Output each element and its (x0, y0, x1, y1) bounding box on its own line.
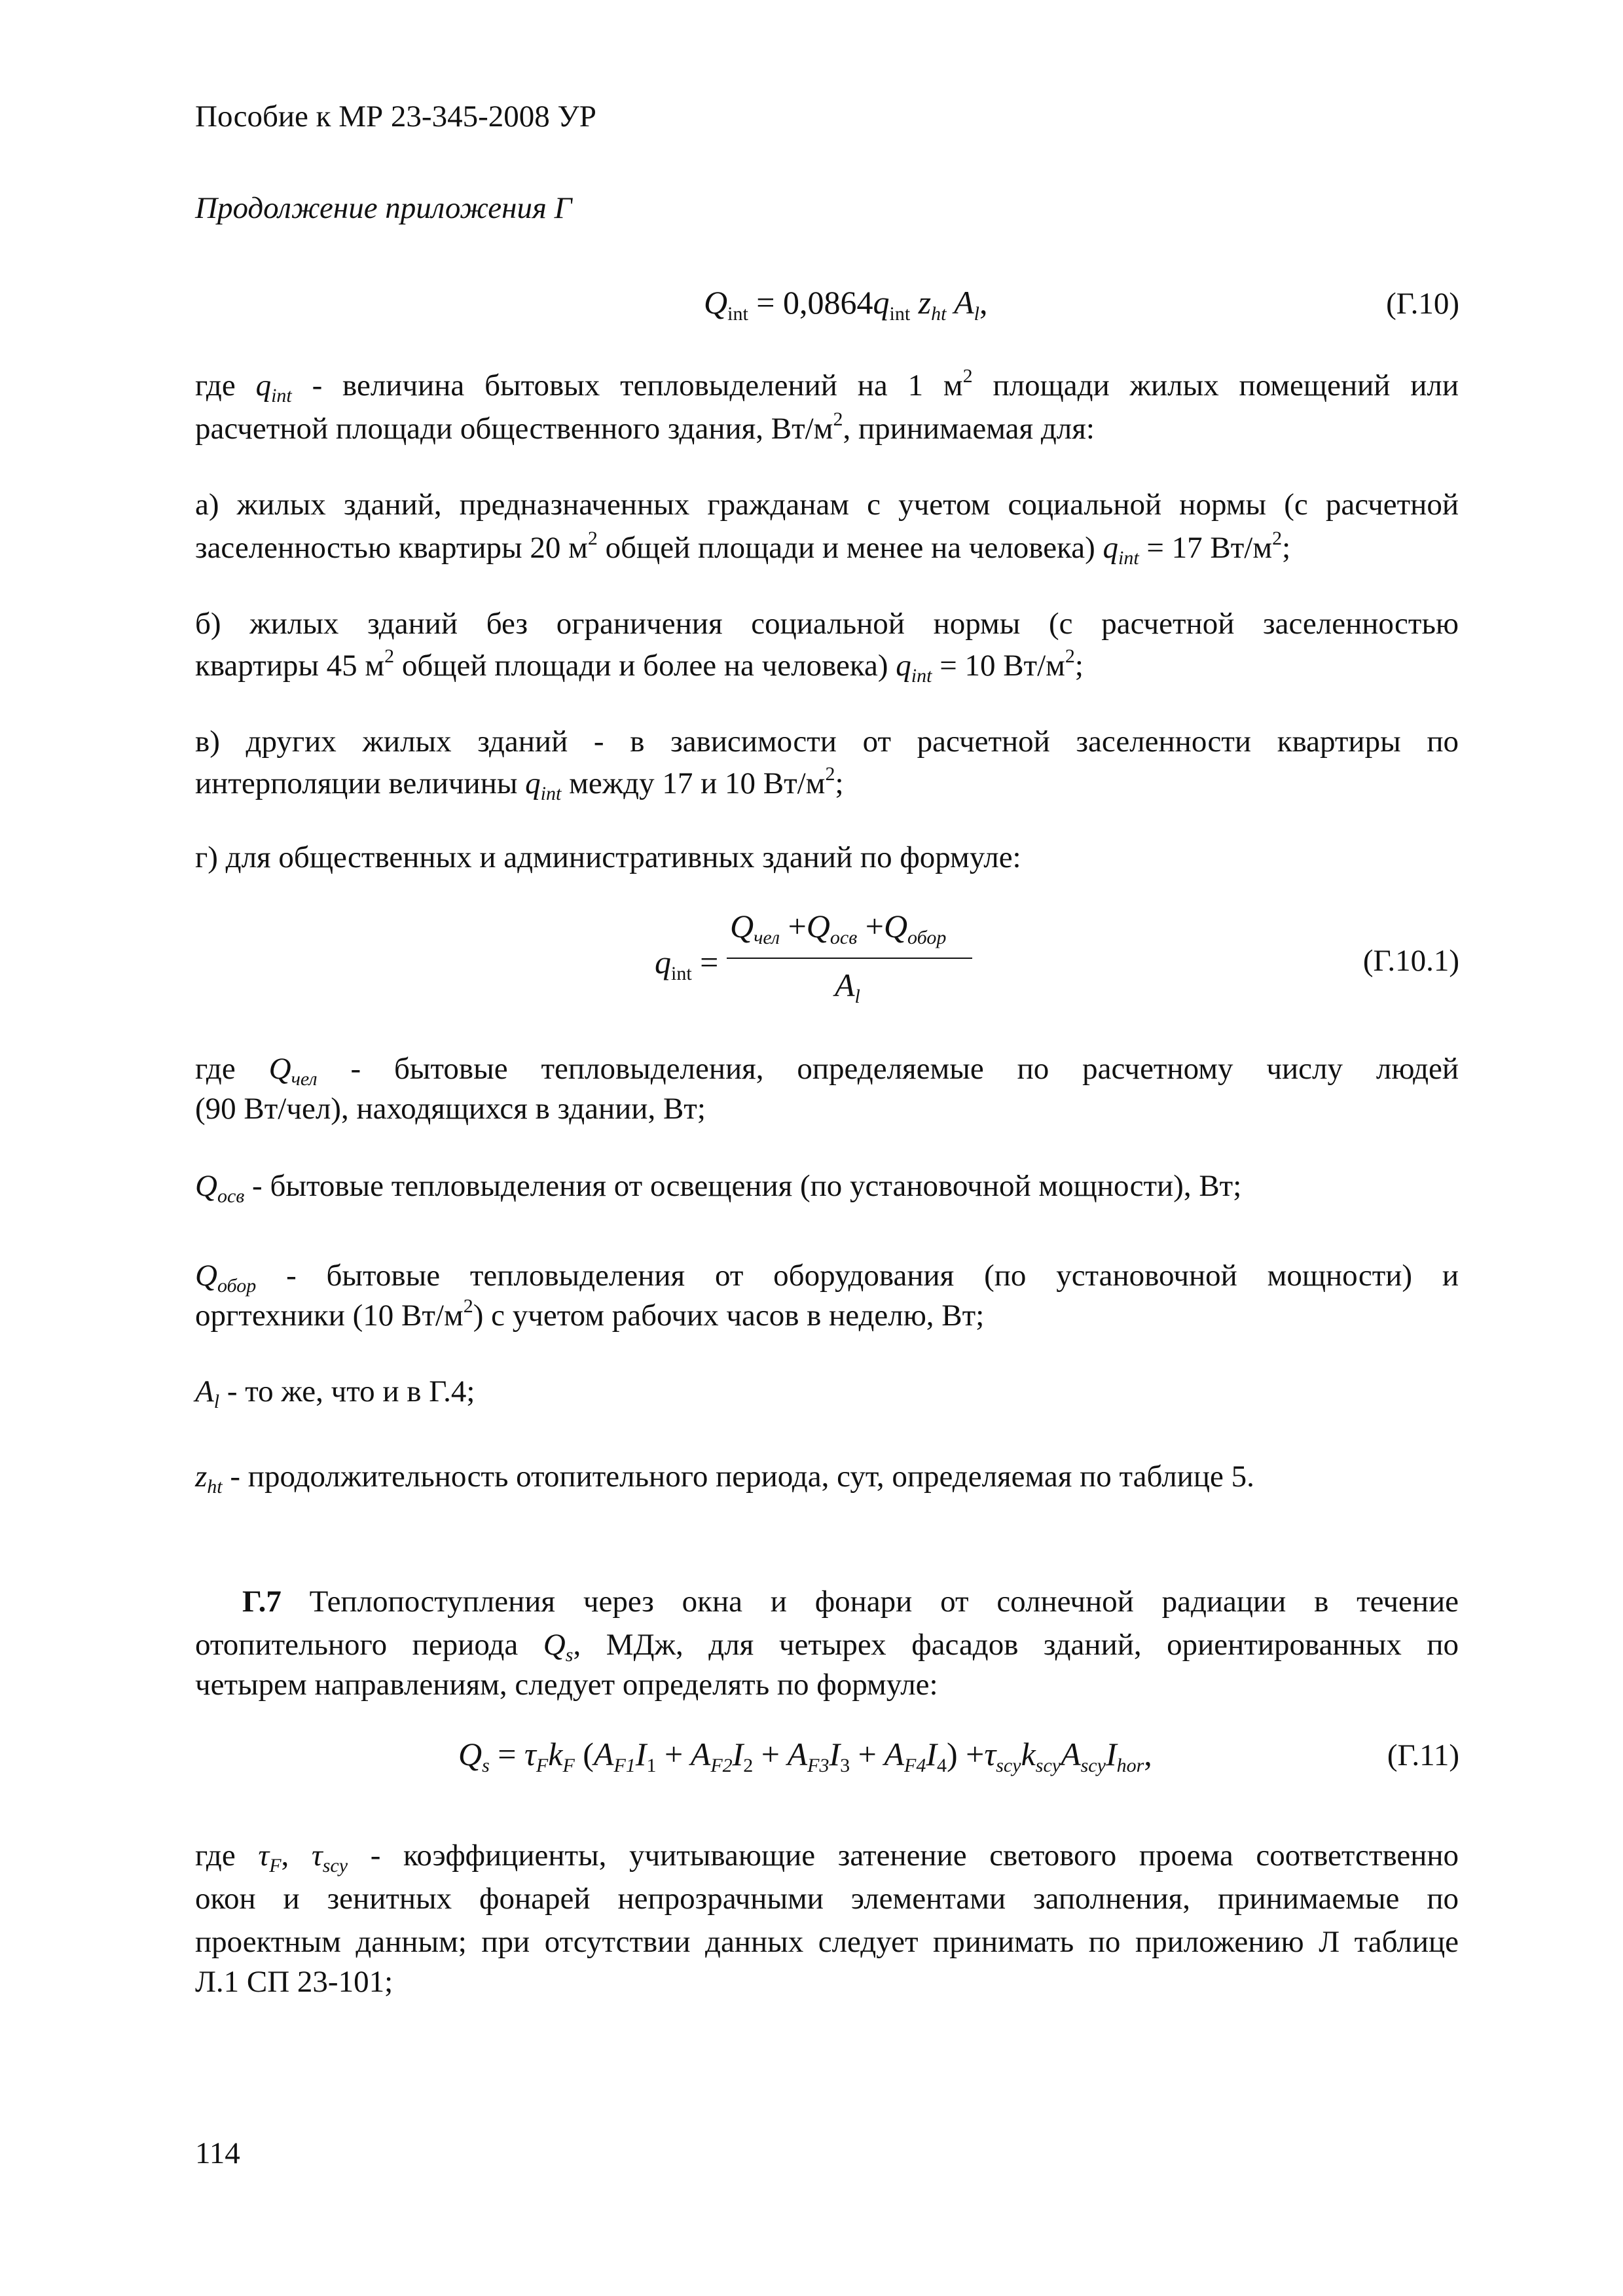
document-header: Пособие к МР 23-345-2008 УР (195, 99, 596, 134)
item-v-line2: интерполяции величины $q_{int}$ между 17 и 10 $Вт/м^2$; (195, 763, 844, 804)
equation-g101-lhs: $q_{int}$ = (655, 944, 719, 984)
def-q-obor-line2: оргтехники (10 $Вт/м^2$) с учетом рабочих часов в неделю, Вт; (195, 1295, 985, 1333)
symbol-q-int: $q_{int}$ (525, 766, 562, 804)
symbol-z-ht: $z_{ht}$ (195, 1460, 223, 1498)
para-tau-line1: где $\tau_F$, $\tau_{scy}$ - коэффициенты, учитывающие затенение светового проема соответственно (195, 1839, 1459, 1876)
def-a-l: $A_l$ - то же, что и в Г.4; (195, 1374, 475, 1412)
def-z-ht: $z_{ht}$ - продолжительность отопительного периода, сут, определяемая по таблице 5. (195, 1460, 1254, 1498)
item-v-line1: в) других жилых зданий - в зависимости от расчетной заселенности квартиры по (195, 725, 1459, 759)
item-g-line1: г) для общественных и административных зданий по формуле: (195, 840, 1021, 874)
item-b-line2: квартиры 45 $м^2$ общей площади и более на человека) $q_{int} = 10$ $Вт/м^2$; (195, 645, 1084, 687)
symbol-q-osv: $Q_{осв}$ (195, 1169, 245, 1207)
paragraph-q-int-line2: расчетной площади общественного здания, $Вт/м^2$, принимаемая для: (195, 408, 1095, 446)
symbol-q-int: $q_{int}$ (255, 368, 292, 406)
equation-g10: $Q_{int} = 0,0864q_{int}$ $z_{ht}$ $A_l$, (704, 284, 988, 325)
appendix-continuation-label: Продолжение приложения Г (195, 191, 572, 225)
fraction-bar (727, 958, 972, 959)
para-tau-line4: Л.1 СП 23-101; (195, 1965, 393, 1999)
symbol-a-l: $A_l$ (195, 1374, 220, 1412)
para-tau-line3: проектным данным; при отсутствии данных следует принимать по приложению Л таблице (195, 1925, 1459, 1959)
equation-g101-denominator: $A_l$ (835, 967, 860, 1007)
symbol-q-int: $q_{int}$ (896, 649, 932, 687)
item-a-line2: заселенностью квартиры 20 $м^2$ общей площади и менее на человека) $q_{int} = 17$ $Вт/м^2$; (195, 528, 1291, 569)
symbol-q-s: $Q_s$ (543, 1628, 574, 1666)
section-g7-line3: четырем направлениям, следует определять по формуле: (195, 1668, 938, 1702)
def-q-chel-line1: где $Q_{чел}$ - бытовые тепловыделения, определяемые по расчетному числу людей (195, 1052, 1459, 1090)
equation-number-g11: (Г.11) (1387, 1738, 1459, 1772)
def-q-obor-line1: $Q_{обор}$ - бытовые тепловыделения от оборудования (по установочной мощности) и (195, 1259, 1459, 1297)
page-number: 114 (195, 2136, 240, 2170)
def-q-osv: $Q_{осв}$ - бытовые тепловыделения от освещения (по установочной мощности), Вт; (195, 1169, 1242, 1207)
section-g7-line1: Г.7 Теплопоступления через окна и фонари от солнечной радиации в течение (242, 1585, 1459, 1619)
symbol-q-int: $q_{int}$ (1103, 531, 1139, 569)
section-g7-label: Г.7 (242, 1585, 282, 1619)
equation-g101-numerator: $Q_{чел} +Q_{осв} +Q_{обор}$ (730, 908, 947, 948)
equation-number-g101: (Г.10.1) (1362, 944, 1459, 978)
symbol-tau-f: $\tau_F$ (258, 1839, 282, 1876)
equation-number-g10: (Г.10) (1386, 287, 1459, 321)
para-tau-line2: окон и зенитных фонарей непрозрачными элементами заполнения, принимаемые по (195, 1882, 1459, 1916)
equation-g11: $Q_s = \tau_Fk_F$ $(A_{F1}I_1 + A_{F2}I_2 + A_{F3}I_3 + A_{F4}I_4) +\tau_{scy}k_{scy}A_{scy}I_{hor}$, (458, 1736, 1152, 1776)
symbol-tau-scy: $\tau_{scy}$ (311, 1839, 348, 1876)
symbol-q-obor: $Q_{обор}$ (195, 1259, 257, 1297)
paragraph-q-int-line1: где $q_{int}$ - величина бытовых тепловыделений на 1 $м^2$ площади жилых помещений или (195, 365, 1459, 406)
section-g7-line2: отопительного периода $Q_s$, МДж, для четырех фасадов зданий, ориентированных по (195, 1628, 1459, 1666)
item-a-line1: а) жилых зданий, предназначенных гражданам с учетом социальной нормы (с расчетной (195, 488, 1459, 522)
item-b-line1: б) жилых зданий без ограничения социальной нормы (с расчетной заселенностью (195, 607, 1459, 641)
symbol-q-chel: $Q_{чел}$ (268, 1052, 318, 1090)
def-q-chel-line2: (90 Вт/чел), находящихся в здании, Вт; (195, 1092, 706, 1126)
